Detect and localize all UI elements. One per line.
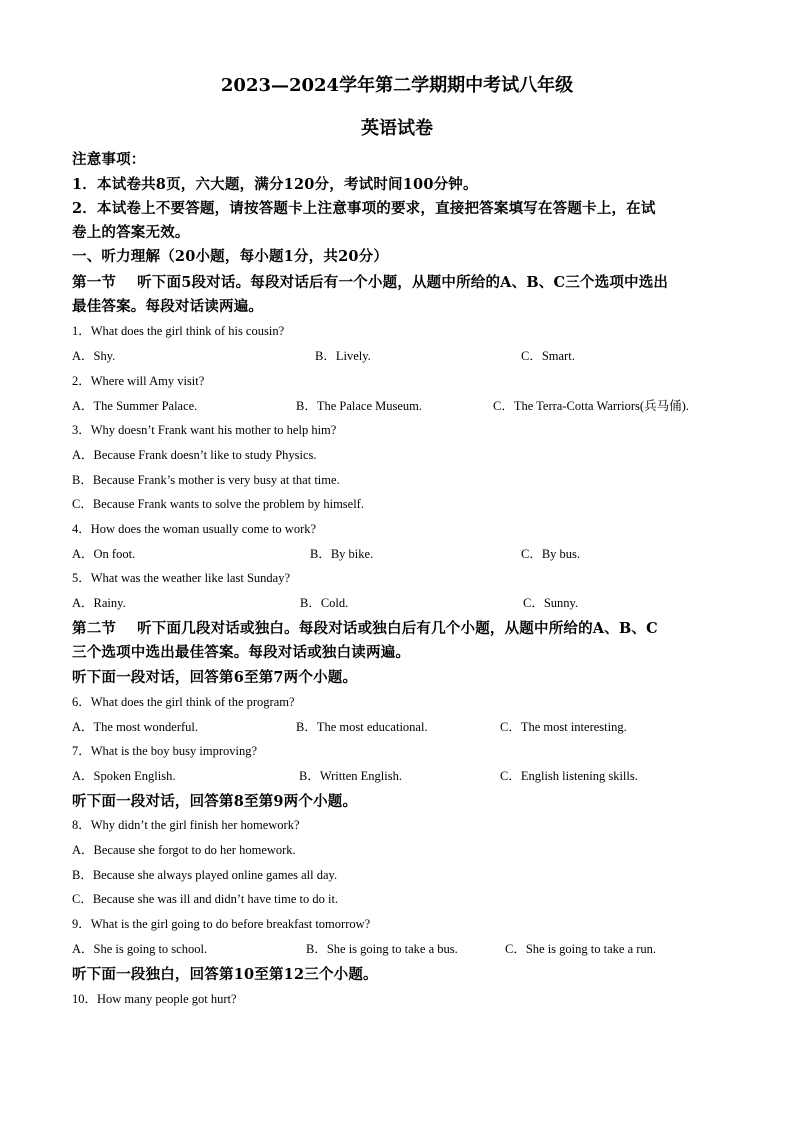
question-4-stem: 4．How does the woman usually come to work? — [72, 522, 317, 536]
question-3-option-b: B．Because Frank’s mother is very busy at that time. — [72, 473, 340, 487]
question-5-stem: 5．What was the weather like last Sunday? — [72, 571, 290, 585]
question-2-option-a: A．The Summer Palace. — [72, 399, 198, 413]
question-1-option-c: C．Smart. — [521, 349, 575, 363]
question-2-stem: 2．Where will Amy visit? — [72, 374, 205, 388]
question-5-option-c: C．Sunny. — [523, 596, 579, 610]
notes-item-2-line-1: 2．本试卷上不要答题，请按答题卡上注意事项的要求，直接把答案填写在答题卡上，在试 — [72, 200, 656, 217]
question-9-option-c: C．She is going to take a run. — [505, 942, 657, 956]
section1-instruction-line-1: 第一节 听下面5段对话。每段对话后有一个小题，从题中所给的A、B、C三个选项中选出 — [72, 274, 669, 291]
intro-questions-10-12: 听下面一段独白，回答第10至第12三个小题。 — [72, 966, 378, 983]
question-9-option-b: B．She is going to take a bus. — [306, 942, 458, 956]
question-4-option-c: C．By bus. — [521, 547, 581, 561]
section2-instruction-line-1: 第二节 听下面几段对话或独白。每段对话或独白后有几个小题，从题中所给的A、B、C — [72, 620, 658, 637]
intro-questions-6-7: 听下面一段对话，回答第6至第7两个小题。 — [72, 669, 358, 686]
question-4-option-a: A．On foot. — [72, 547, 136, 561]
question-6-option-a: A．The most wonderful. — [72, 720, 199, 734]
question-8-option-c: C．Because she was ill and didn’t have time to do it. — [72, 892, 339, 906]
question-7-option-a: A．Spoken English. — [72, 769, 176, 783]
section1-instruction-line-2: 最佳答案。每段对话读两遍。 — [72, 298, 264, 315]
question-6-option-c: C．The most interesting. — [500, 720, 627, 734]
question-8-option-a: A．Because she forgot to do her homework. — [72, 843, 296, 857]
exam-subtitle: 英语试卷 — [361, 118, 433, 139]
question-7-option-c: C．English listening skills. — [500, 769, 638, 783]
question-7-stem: 7．What is the boy busy improving? — [72, 744, 258, 758]
question-10-stem: 10．How many people got hurt? — [72, 992, 237, 1006]
question-2-option-c: C．The Terra-Cotta Warriors(兵马俑). — [493, 399, 689, 413]
question-1-option-a: A．Shy. — [72, 349, 116, 363]
question-1-stem: 1．What does the girl think of his cousin? — [72, 324, 285, 338]
section2-instruction-line-2: 三个选项中选出最佳答案。每段对话或独白读两遍。 — [72, 644, 411, 661]
question-3-option-a: A．Because Frank doesn’t like to study Physics. — [72, 448, 317, 462]
question-6-stem: 6．What does the girl think of the program? — [72, 695, 295, 709]
question-5-option-a: A．Rainy. — [72, 596, 126, 610]
question-4-option-b: B．By bike. — [310, 547, 374, 561]
question-8-option-b: B．Because she always played online games all day. — [72, 868, 338, 882]
question-1-option-b: B．Lively. — [315, 349, 371, 363]
question-9-stem: 9．What is the girl going to do before breakfast tomorrow? — [72, 917, 371, 931]
exam-title: 2023—2024学年第二学期期中考试八年级 — [220, 75, 574, 96]
question-9-option-a: A．She is going to school. — [72, 942, 208, 956]
part1-heading: 一、听力理解（20小题，每小题1分，共20分） — [72, 248, 389, 265]
question-3-stem: 3．Why doesn’t Frank want his mother to help him? — [72, 423, 337, 437]
question-3-option-c: C．Because Frank wants to solve the problem by himself. — [72, 497, 364, 511]
question-5-option-b: B．Cold. — [300, 596, 349, 610]
question-8-stem: 8．Why didn’t the girl finish her homework? — [72, 818, 300, 832]
notes-item-1: 1．本试卷共8页，六大题，满分120分，考试时间100分钟。 — [72, 176, 478, 193]
notes-item-2-line-2: 卷上的答案无效。 — [72, 224, 190, 241]
question-7-option-b: B．Written English. — [299, 769, 402, 783]
notes-heading: 注意事项： — [72, 151, 146, 168]
question-6-option-b: B．The most educational. — [296, 720, 428, 734]
question-2-option-b: B．The Palace Museum. — [296, 399, 423, 413]
intro-questions-8-9: 听下面一段对话，回答第8至第9两个小题。 — [72, 793, 358, 810]
